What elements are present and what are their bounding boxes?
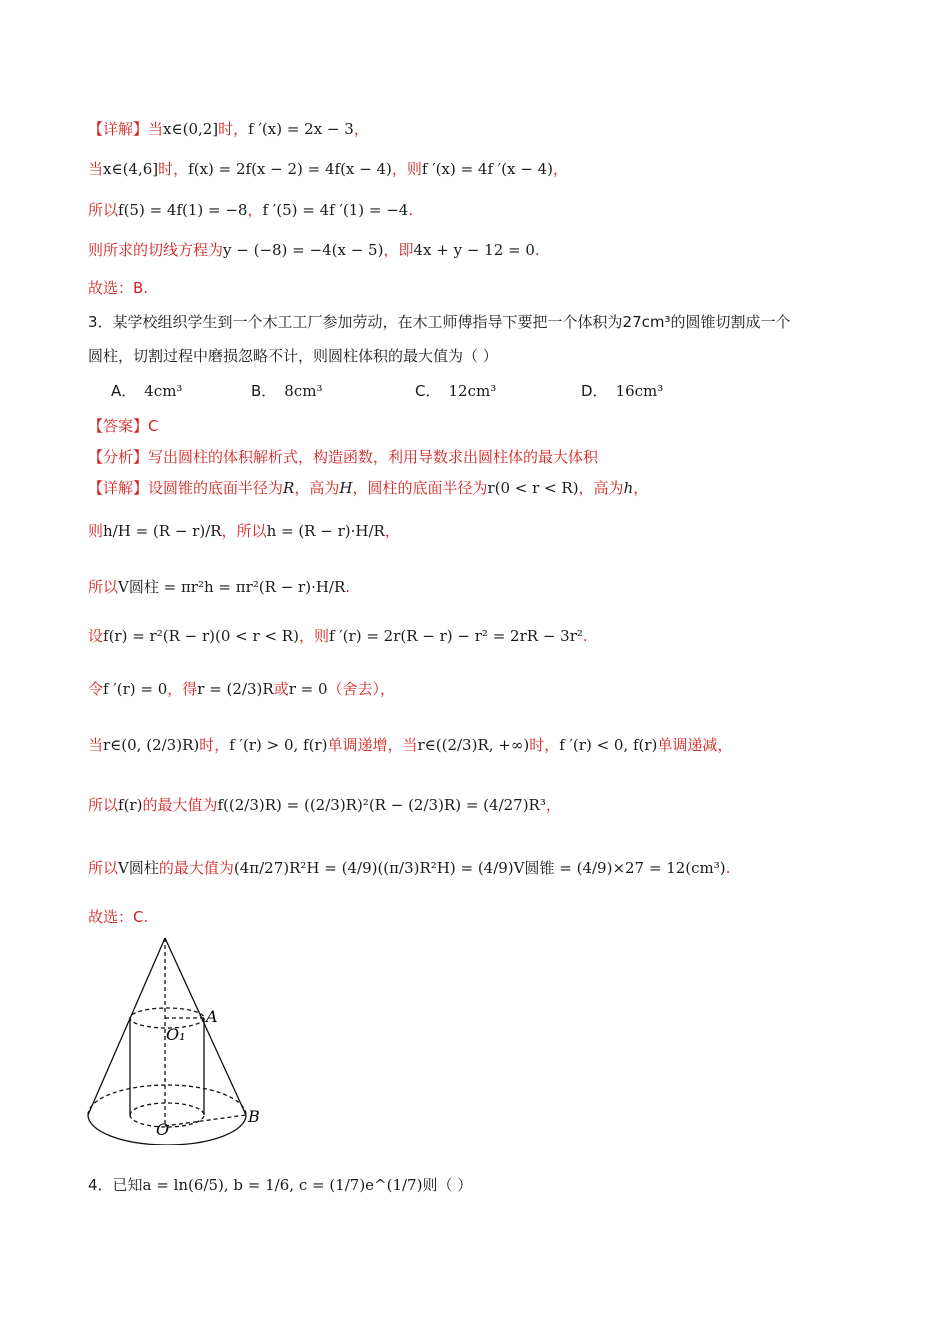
q3-detail-line-8: 所以V圆柱的最大值为(4π/27)R²H = (4/9)((π/3)R²H) = (4/9)V圆锥 = (4/9)×27 = 12(cm³). <box>88 859 731 877</box>
label-a: A <box>206 1007 218 1026</box>
q3-detail-line-7: 所以f(r)的最大值为f((2/3)R) = ((2/3)R)²(R − (2/3)R) = (4/27)R³， <box>88 796 561 814</box>
question3-stem-line1: 3．某学校组织学生到一个木工工厂参加劳动，在木工师傅指导下要把一个体积为27cm³的圆锥切割成一个 <box>88 313 791 331</box>
label-o: O <box>156 1120 170 1139</box>
cone-cylinder-figure <box>80 930 280 1145</box>
question3-stem-line2: 圆柱，切割过程中磨损忽略不计，则圆柱体积的最大值为（ ） <box>88 347 498 365</box>
label-o1: O₁ <box>166 1025 186 1044</box>
cone-left-edge <box>88 938 165 1115</box>
q3-detail-line-6: 当r∈(0, (2/3)R)时，f ′(r) > 0, f(r)单调递增，当r∈((2/3)R, +∞)时，f ′(r) < 0, f(r)单调递减， <box>88 736 733 754</box>
option-d: D． 16cm³ <box>581 382 664 400</box>
detail-line-2: 当x∈(4,6]时，f(x) = 2f(x − 2) = 4f(x − 4)，则f ′(x) = 4f ′(x − 4)， <box>88 160 569 178</box>
detail-line-4: 则所求的切线方程为y − (−8) = −4(x − 5)，即4x + y − 12 = 0. <box>88 241 540 259</box>
label-b: B <box>248 1107 260 1126</box>
option-a: A． 4cm³ <box>111 382 183 400</box>
q3-detail-line-5: 令f ′(r) = 0，得r = (2/3)R或r = 0（舍去）， <box>88 680 396 698</box>
q3-detail-line-1: 【详解】设圆锥的底面半径为R，高为H，圆柱的底面半径为r(0 < r < R)，高为h， <box>88 479 649 497</box>
detail-line-3: 所以f(5) = 4f(1) = −8，f ′(5) = 4f ′(1) = −4. <box>88 201 414 219</box>
base-radius <box>165 1115 246 1126</box>
option-c: C． 12cm³ <box>415 382 497 400</box>
detail-choice-b: 故选：B. <box>88 279 149 297</box>
cylinder-bottom-back <box>130 1103 204 1115</box>
answer: 【答案】C <box>88 417 159 435</box>
q3-detail-line-4: 设f(r) = r²(R − r)(0 < r < R)，则f ′(r) = 2r(R − r) − r² = 2rR − 3r². <box>88 627 588 645</box>
detail-line-1: 【详解】当x∈(0,2]时，f ′(x) = 2x − 3， <box>88 120 369 138</box>
question4-stem: 4．已知a = ln(6/5), b = 1/6, c = (1/7)e^(1/7)则（ ） <box>88 1176 473 1194</box>
option-b: B． 8cm³ <box>251 382 323 400</box>
analysis: 【分析】写出圆柱的体积解析式，构造函数，利用导数求出圆柱体的最大体积 <box>88 448 599 466</box>
q3-choice-c: 故选：C. <box>88 908 149 926</box>
q3-detail-line-3: 所以V圆柱 = πr²h = πr²(R − r)·H/R. <box>88 578 351 596</box>
cone-base-back <box>88 1085 246 1115</box>
q3-detail-line-2: 则h/H = (R − r)/R，所以h = (R − r)·H/R， <box>88 522 400 540</box>
